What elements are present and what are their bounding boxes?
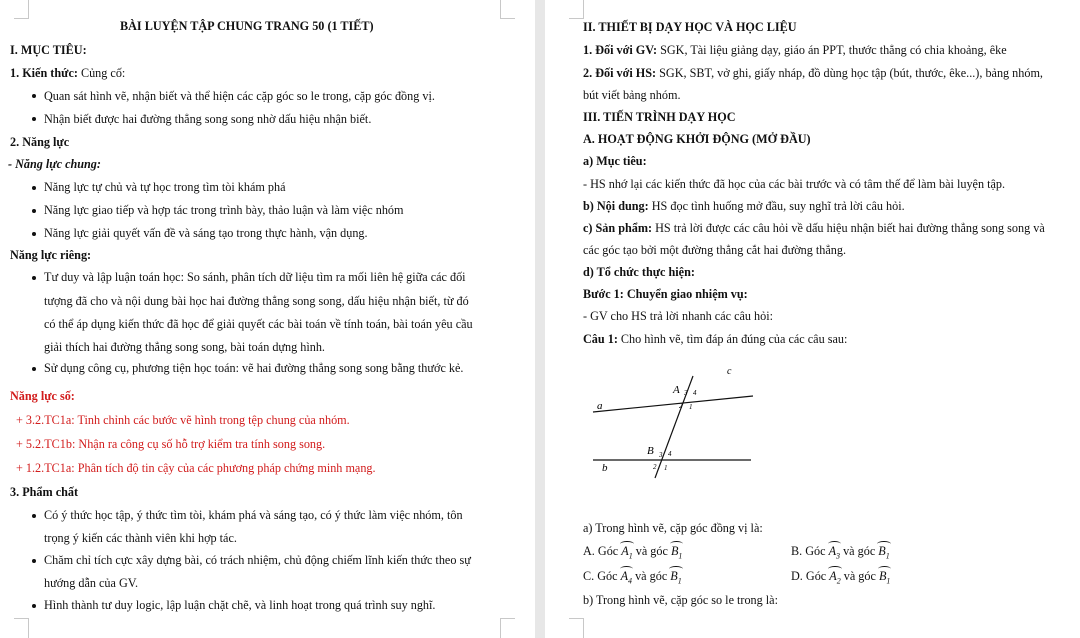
bullet-icon xyxy=(32,276,36,280)
angle-symbol: $B_1$ xyxy=(879,569,890,588)
angle-symbol: $B_1$ xyxy=(878,544,889,563)
bullet-icon xyxy=(32,232,36,236)
digital-item: + 5.2.TC1b: Nhận ra công cụ số hỗ trợ kiểm tra tính song song. xyxy=(16,437,326,451)
angle-label: 4 xyxy=(693,389,697,397)
subsection-heading: - Năng lực chung: xyxy=(8,157,101,171)
crop-mark xyxy=(14,618,29,638)
angle-symbol: $B_1$ xyxy=(670,569,681,588)
product-line-continued: các góc tạo bởi một đường thẳng cắt hai đường thẳng. xyxy=(583,243,847,257)
content-line: b) Nội dung: HS đọc tình huống mở đầu, suy nghĩ trả lời câu hỏi. xyxy=(583,199,905,213)
list-item-continued: hướng dẫn của GV. xyxy=(44,576,139,590)
list-item: Có ý thức học tập, ý thức tìm tòi, khám phá và sáng tạo, có ý thức làm việc nhóm, tôn xyxy=(44,508,463,522)
angle-symbol: $A_2$ xyxy=(829,569,840,588)
list-item: Hình thành tư duy logic, lập luận chặt chẽ, và linh hoạt trong quá trình suy nghĩ. xyxy=(44,598,436,612)
hs-line: 2. Đối với HS: SGK, SBT, vở ghi, giấy nháp, đồ dùng học tập (bút, thước, êke...), bảng nhóm, xyxy=(583,66,1043,80)
angle-label: 4 xyxy=(668,450,672,458)
activity-heading: A. HOẠT ĐỘNG KHỞI ĐỘNG (MỞ ĐẦU) xyxy=(583,132,811,146)
answer-option-A: A. Góc $A_1$ và góc $B_1$ xyxy=(583,544,682,563)
goal-text: - HS nhớ lại các kiến thức đã học của các bài trước và có tâm thế để làm bài luyện tập. xyxy=(583,177,1006,191)
line-c-label: c xyxy=(727,366,732,377)
section-heading: 2. Năng lực xyxy=(10,135,70,149)
list-item: Quan sát hình vẽ, nhận biết và thể hiện các cặp góc so le trong, cặp góc đồng vị. xyxy=(44,89,435,103)
list-item: Tư duy và lập luận toán học: So sánh, phân tích dữ liệu tìm ra mối liên hệ giữa các đối xyxy=(44,270,466,284)
crop-mark xyxy=(500,0,515,19)
section-heading: III. TIẾN TRÌNH DẠY HỌC xyxy=(583,110,736,124)
angle-label: 1 xyxy=(664,464,668,472)
bullet-icon xyxy=(32,367,36,371)
bullet-icon xyxy=(32,186,36,190)
document-page-left xyxy=(0,0,535,638)
angle-symbol: $B_1$ xyxy=(671,544,682,563)
bullet-icon xyxy=(32,117,36,121)
parallel-lines-figure xyxy=(585,360,765,480)
list-item-continued: tượng đã cho và nội dung bài học hai đường thẳng song song, dấu hiệu nhận biết, từ đó xyxy=(44,294,469,308)
answer-option-D: D. Góc $A_2$ và góc $B_1$ xyxy=(791,569,890,588)
subsection-heading: Năng lực riêng: xyxy=(10,248,92,262)
crop-mark xyxy=(500,618,515,638)
list-item: Nhận biết được hai đường thẳng song song nhờ dấu hiệu nhận biết. xyxy=(44,112,372,126)
angle-label: 1 xyxy=(689,403,693,411)
point-A-label: A xyxy=(673,384,680,396)
angle-label: 3 xyxy=(684,389,688,397)
list-item: Năng lực giải quyết vấn đề và sáng tạo trong thực hành, vận dụng. xyxy=(44,226,368,240)
section-heading: II. THIẾT BỊ DẠY HỌC VÀ HỌC LIỆU xyxy=(583,20,797,34)
angle-label: 2 xyxy=(653,463,657,471)
question-a: a) Trong hình vẽ, cặp góc đồng vị là: xyxy=(583,521,763,535)
angle-symbol: $A_4$ xyxy=(621,569,632,588)
angle-label: 2 xyxy=(679,402,683,410)
bullet-icon xyxy=(32,559,36,563)
line-b-label: b xyxy=(602,462,608,474)
angle-symbol: $A_1$ xyxy=(621,544,632,563)
list-item-continued: có thể áp dụng kiến thức đã học để giải quyết các bài toán về tính toán, bài toán yêu cầu xyxy=(44,317,473,331)
product-line: c) Sản phẩm: HS trả lời được các câu hỏi về dấu hiệu nhận biết hai đường thẳng song song và xyxy=(583,221,1045,235)
crop-mark xyxy=(14,0,29,19)
angle-label: 3 xyxy=(659,451,663,459)
list-item: Sử dụng công cụ, phương tiện học toán: vẽ hai đường thẳng song song bằng thước kẻ. xyxy=(44,361,464,375)
gv-line: 1. Đối với GV: SGK, Tài liệu giảng dạy, giáo án PPT, thước thẳng có chia khoảng, êke xyxy=(583,43,1007,57)
document-page-right xyxy=(545,0,1080,638)
list-item-continued: trọng ý kiến các thành viên khi hợp tác. xyxy=(44,531,237,545)
digital-item: + 3.2.TC1a: Tinh chỉnh các bước vẽ hình trong tệp chung của nhóm. xyxy=(16,413,350,427)
line-a-label: a xyxy=(597,400,603,412)
step-label: Bước 1: Chuyển giao nhiệm vụ: xyxy=(583,287,748,301)
bullet-icon xyxy=(32,209,36,213)
section-heading: 3. Phẩm chất xyxy=(10,485,79,499)
document-title: BÀI LUYỆN TẬP CHUNG TRANG 50 (1 TIẾT) xyxy=(120,19,374,33)
answer-option-B: B. Góc $A_3$ và góc $B_1$ xyxy=(791,544,890,563)
bullet-icon xyxy=(32,604,36,608)
list-item: Chăm chỉ tích cực xây dựng bài, có trách nhiệm, chủ động chiếm lĩnh kiến thức theo sự xyxy=(44,553,471,567)
bullet-icon xyxy=(32,514,36,518)
step-text: - GV cho HS trả lời nhanh các câu hỏi: xyxy=(583,309,773,323)
crop-mark xyxy=(569,0,584,19)
answer-option-C: C. Góc $A_4$ và góc $B_1$ xyxy=(583,569,682,588)
goal-label: a) Mục tiêu: xyxy=(583,154,647,168)
point-B-label: B xyxy=(647,445,654,457)
list-item-continued: giải thích hai đường thẳng song song, bài toán dựng hình. xyxy=(44,340,325,354)
crop-mark xyxy=(569,618,584,638)
knowledge-line: 1. Kiến thức: Củng cố: xyxy=(10,66,126,80)
question-b: b) Trong hình vẽ, cặp góc so le trong là: xyxy=(583,593,778,607)
section-heading: I. MỤC TIÊU: xyxy=(10,43,87,57)
question-1: Câu 1: Cho hình vẽ, tìm đáp án đúng của các câu sau: xyxy=(583,332,848,346)
list-item: Năng lực giao tiếp và hợp tác trong trình bày, thảo luận và làm việc nhóm xyxy=(44,203,404,217)
digital-item: + 1.2.TC1a: Phân tích độ tin cậy của các phương pháp chứng minh mạng. xyxy=(16,461,376,475)
digital-competence-heading: Năng lực số: xyxy=(10,389,75,403)
org-label: d) Tổ chức thực hiện: xyxy=(583,265,695,279)
bullet-icon xyxy=(32,94,36,98)
angle-symbol: $A_3$ xyxy=(829,544,840,563)
list-item: Năng lực tự chủ và tự học trong tìm tòi khám phá xyxy=(44,180,286,194)
hs-line-continued: bút viết bảng nhóm. xyxy=(583,88,681,102)
